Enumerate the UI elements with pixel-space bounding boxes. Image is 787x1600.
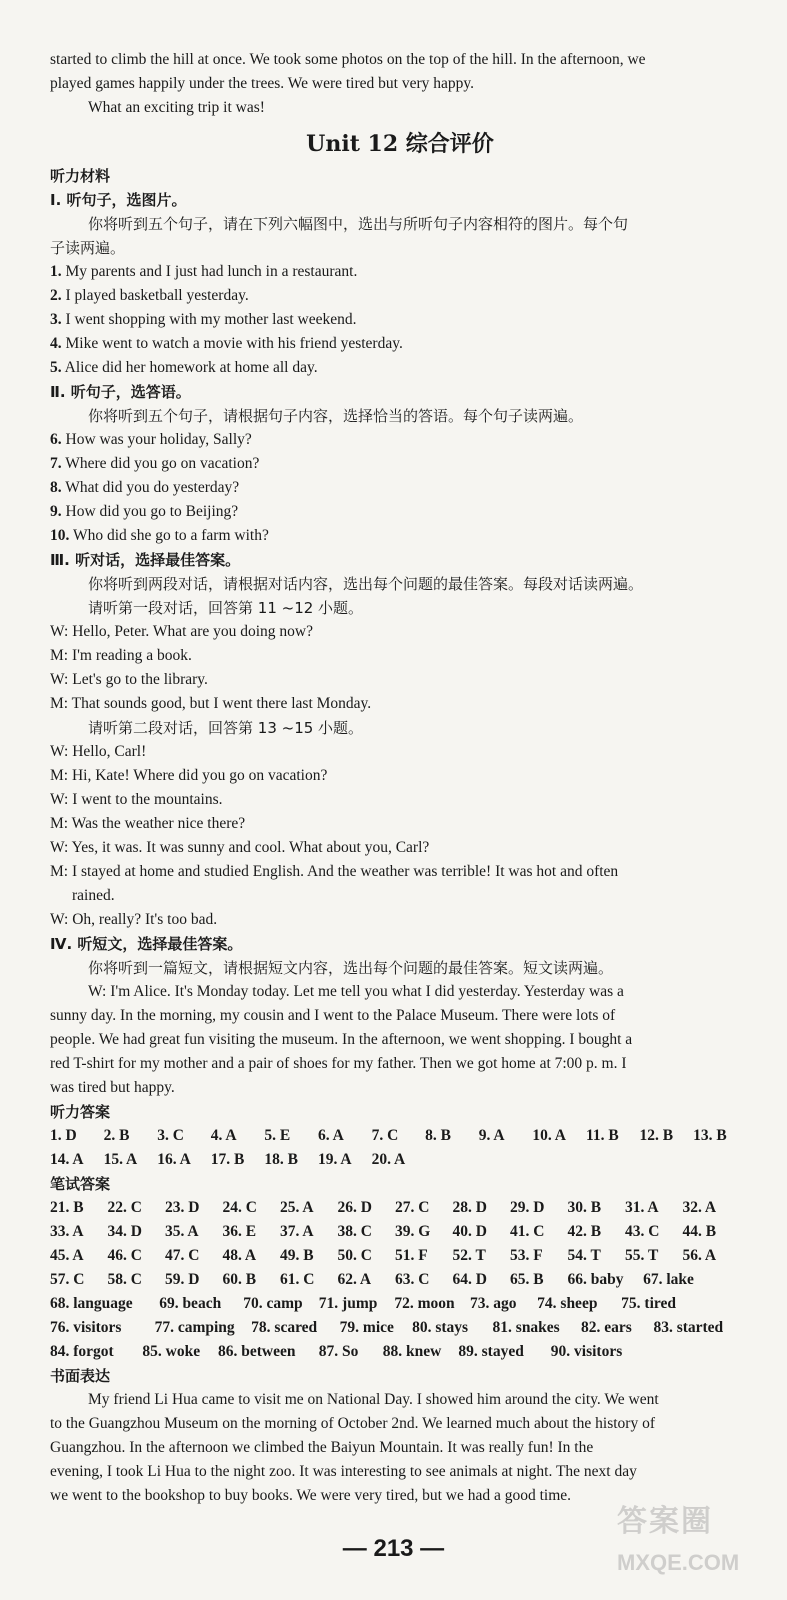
answer-item: 35. A: [165, 1223, 199, 1240]
section-2-title: Ⅱ. 听句子，选答语。: [50, 383, 191, 401]
dialog-line: W: Yes, it was. It was sunny and cool. What about you, Carl?: [50, 839, 430, 856]
dialog-line: M: Was the weather nice there?: [50, 815, 246, 832]
listening-answers: [50, 1124, 750, 1172]
answer-item: 78. scared: [251, 1319, 318, 1336]
answer-item: 9. A: [478, 1127, 505, 1144]
answer-item: 8. B: [425, 1127, 451, 1144]
answer-item: 89. stayed: [458, 1343, 524, 1360]
answer-item: 23. D: [165, 1199, 200, 1216]
answer-item: 31. A: [625, 1199, 659, 1216]
answer-row: [50, 1124, 750, 1148]
answer-item: 61. C: [280, 1271, 315, 1288]
passage-line: people. We had great fun visiting the museum. In the afternoon, we went shopping. I bought a: [50, 1031, 633, 1048]
answer-item: 69. beach: [159, 1295, 222, 1312]
answer-item: 68. language: [50, 1295, 133, 1312]
dialog-line: W: I went to the mountains.: [50, 791, 223, 808]
dialog-line: W: Hello, Peter. What are you doing now?: [50, 623, 314, 640]
watermark-url: MXQE.COM: [617, 1550, 740, 1575]
list-item: 2. I played basketball yesterday.: [50, 287, 249, 304]
passage-line: W: I'm Alice. It's Monday today. Let me tell you what I did yesterday. Yesterday was a: [88, 983, 624, 1000]
essay-line: My friend Li Hua came to visit me on National Day. I showed him around the city. We went: [88, 1391, 659, 1408]
written-answers: [50, 1196, 750, 1364]
passage-line: was tired but happy.: [50, 1079, 175, 1096]
section-1-title: Ⅰ. 听句子，选图片。: [50, 191, 187, 209]
answer-item: 36. E: [222, 1223, 257, 1240]
dialog-2-intro: 请听第二段对话，回答第 13 ~15 小题。: [88, 719, 364, 737]
answer-item: 28. D: [452, 1199, 487, 1216]
answer-item: 11. B: [585, 1127, 619, 1144]
answer-item: 10. A: [532, 1127, 566, 1144]
answer-item: 53. F: [510, 1247, 543, 1264]
answer-item: 84. forgot: [50, 1343, 114, 1360]
answer-item: 51. F: [395, 1247, 428, 1264]
answer-item: 34. D: [107, 1223, 142, 1240]
answer-item: 63. C: [395, 1271, 430, 1288]
answer-item: 85. woke: [142, 1343, 201, 1360]
answer-item: 37. A: [280, 1223, 314, 1240]
answer-item: 18. B: [264, 1151, 298, 1168]
listening-material-heading: 听力材料: [50, 167, 111, 185]
answer-item: 55. T: [625, 1247, 659, 1264]
answer-item: 81. snakes: [492, 1319, 560, 1336]
dialog-line: M: Hi, Kate! Where did you go on vacation?: [50, 767, 328, 784]
answer-item: 57. C: [50, 1271, 85, 1288]
answer-row: [50, 1148, 750, 1172]
answer-item: 90. visitors: [550, 1343, 623, 1360]
list-item: 5. Alice did her homework at home all day.: [50, 359, 318, 376]
list-item: 4. Mike went to watch a movie with his friend yesterday.: [50, 335, 403, 352]
answer-item: 56. A: [682, 1247, 717, 1264]
essay-line: Guangzhou. In the afternoon we climbed the Baiyun Mountain. It was really fun! In the: [50, 1439, 594, 1456]
answer-item: 5. E: [264, 1127, 291, 1144]
answer-row: [50, 1292, 750, 1316]
answer-item: 73. ago: [469, 1295, 517, 1312]
answer-item: 16. A: [157, 1151, 191, 1168]
section-2-instruction: 你将听到五个句子，请根据句子内容，选择恰当的答语。每个句子读两遍。: [88, 407, 584, 425]
answer-item: 27. C: [395, 1199, 430, 1216]
list-item: 7. Where did you go on vacation?: [50, 455, 260, 472]
answer-item: 67. lake: [643, 1271, 694, 1288]
page-content: [50, 48, 750, 1508]
answer-item: 13. B: [693, 1127, 727, 1144]
answer-item: 50. C: [337, 1247, 372, 1264]
dialog-1-intro: 请听第一段对话，回答第 11 ~12 小题。: [88, 599, 364, 617]
intro-line-3: What an exciting trip it was!: [88, 99, 265, 116]
dialog-line: W: Hello, Carl!: [50, 743, 147, 760]
answer-item: 75. tired: [621, 1295, 676, 1312]
answer-item: 40. D: [452, 1223, 487, 1240]
answer-row: [50, 1340, 750, 1364]
dialog-line: M: I stayed at home and studied English. And the weather was terrible! It was hot and often: [50, 863, 619, 880]
answer-row: [50, 1316, 750, 1340]
answer-item: 15. A: [103, 1151, 138, 1168]
answer-item: 6. A: [317, 1127, 344, 1144]
section-3-title: Ⅲ. 听对话，选择最佳答案。: [50, 551, 241, 569]
section-1-items: [50, 260, 750, 380]
answer-item: 45. A: [50, 1247, 84, 1264]
dialog-line-continued: rained.: [72, 887, 115, 904]
unit-title: Unit 12 综合评价: [306, 131, 494, 157]
listening-answers-heading: 听力答案: [50, 1103, 111, 1121]
essay-line: to the Guangzhou Museum on the morning of October 2nd. We learned much about the history of: [50, 1415, 655, 1432]
watermark-text: 答案圈: [617, 1504, 713, 1539]
answer-item: 22. C: [107, 1199, 142, 1216]
answer-item: 65. B: [510, 1271, 544, 1288]
answer-item: 88. knew: [382, 1343, 442, 1360]
dialog-line: W: Let's go to the library.: [50, 671, 208, 688]
answer-item: 14. A: [50, 1151, 84, 1168]
answer-item: 52. T: [452, 1247, 486, 1264]
answer-item: 2. B: [103, 1127, 130, 1144]
essay-line: we went to the bookshop to buy books. We were very tired, but we had a good time.: [50, 1487, 572, 1504]
answer-item: 77. camping: [154, 1319, 235, 1336]
answer-item: 24. C: [222, 1199, 257, 1216]
answer-item: 46. C: [107, 1247, 142, 1264]
answer-item: 7. C: [371, 1127, 399, 1144]
writing-heading: 书面表达: [50, 1367, 111, 1385]
list-item: 6. How was your holiday, Sally?: [50, 431, 252, 448]
dialog-line: M: I'm reading a book.: [50, 647, 192, 664]
answer-item: 42. B: [567, 1223, 602, 1240]
dialog-line: M: That sounds good, but I went there last Monday.: [50, 695, 372, 712]
answer-item: 33. A: [50, 1223, 84, 1240]
answer-item: 76. visitors: [50, 1319, 122, 1336]
section-3-instruction: 你将听到两段对话，请根据对话内容，选出每个问题的最佳答案。每段对话读两遍。: [88, 575, 644, 593]
answer-row: [50, 1220, 750, 1244]
list-item: 1. My parents and I just had lunch in a restaurant.: [50, 263, 358, 280]
answer-item: 79. mice: [339, 1319, 394, 1336]
passage-line: red T-shirt for my mother and a pair of shoes for my father. Then we got home at 7:00 p. m. I: [50, 1055, 627, 1072]
intro-line-2: played games happily under the trees. We were tired but very happy.: [50, 75, 474, 92]
answer-item: 3. C: [157, 1127, 184, 1144]
answer-item: 66. baby: [567, 1271, 624, 1288]
list-item: 9. How did you go to Beijing?: [50, 503, 239, 520]
answer-item: 54. T: [567, 1247, 601, 1264]
section-2-items: [50, 428, 750, 548]
answer-row: [50, 1268, 750, 1292]
answer-item: 19. A: [317, 1151, 352, 1168]
section-4-instruction: 你将听到一篇短文，请根据短文内容，选出每个问题的最佳答案。短文读两遍。: [88, 959, 614, 977]
answer-item: 71. jump: [318, 1295, 378, 1312]
answer-item: 4. A: [210, 1127, 237, 1144]
answer-item: 20. A: [371, 1151, 406, 1168]
answer-item: 38. C: [337, 1223, 372, 1240]
answer-item: 60. B: [222, 1271, 257, 1288]
answer-item: 59. D: [165, 1271, 200, 1288]
answer-item: 87. So: [318, 1343, 359, 1360]
watermark-logo: [617, 1496, 767, 1596]
answer-item: 83. started: [653, 1319, 724, 1336]
essay-line: evening, I took Li Hua to the night zoo. It was interesting to see animals at night. The next day: [50, 1463, 637, 1480]
answer-item: 12. B: [639, 1127, 674, 1144]
answer-item: 48. A: [222, 1247, 257, 1264]
intro-line-1: started to climb the hill at once. We took some photos on the top of the hill. In the afternoon, we: [50, 51, 646, 68]
answer-item: 25. A: [280, 1199, 314, 1216]
dialog-line: W: Oh, really? It's too bad.: [50, 911, 218, 928]
answer-item: 64. D: [452, 1271, 487, 1288]
answer-item: 29. D: [510, 1199, 545, 1216]
list-item: 3. I went shopping with my mother last weekend.: [50, 311, 357, 328]
section-1-instruction-1: 你将听到五个句子，请在下列六幅图中，选出与所听句子内容相符的图片。每个句: [88, 215, 629, 233]
answer-item: 43. C: [625, 1223, 660, 1240]
answer-item: 17. B: [210, 1151, 245, 1168]
answer-row: [50, 1244, 750, 1268]
answer-item: 82. ears: [581, 1319, 632, 1336]
section-4-title: Ⅳ. 听短文，选择最佳答案。: [50, 935, 243, 953]
list-item: 8. What did you do yesterday?: [50, 479, 240, 496]
answer-row: [50, 1196, 750, 1220]
answer-item: 21. B: [50, 1199, 84, 1216]
answer-item: 74. sheep: [537, 1295, 598, 1312]
answer-item: 49. B: [280, 1247, 314, 1264]
answer-item: 86. between: [217, 1343, 296, 1360]
list-item: 10. Who did she go to a farm with?: [50, 527, 269, 544]
answer-item: 1. D: [50, 1127, 77, 1144]
answer-item: 47. C: [165, 1247, 200, 1264]
answer-item: 32. A: [682, 1199, 717, 1216]
answer-item: 39. G: [395, 1223, 431, 1240]
written-answers-heading: 笔试答案: [50, 1175, 111, 1193]
passage-line: sunny day. In the morning, my cousin and I went to the Palace Museum. There were lots of: [50, 1007, 616, 1024]
answer-item: 72. moon: [394, 1295, 455, 1312]
answer-item: 70. camp: [243, 1295, 303, 1312]
answer-item: 41. C: [510, 1223, 545, 1240]
section-1-instruction-2: 子读两遍。: [50, 239, 126, 257]
answer-item: 30. B: [567, 1199, 602, 1216]
page-number: — 213 —: [342, 1535, 445, 1562]
answer-item: 62. A: [337, 1271, 372, 1288]
answer-item: 80. stays: [412, 1319, 469, 1336]
answer-item: 58. C: [107, 1271, 142, 1288]
answer-item: 44. B: [682, 1223, 717, 1240]
answer-item: 26. D: [337, 1199, 372, 1216]
